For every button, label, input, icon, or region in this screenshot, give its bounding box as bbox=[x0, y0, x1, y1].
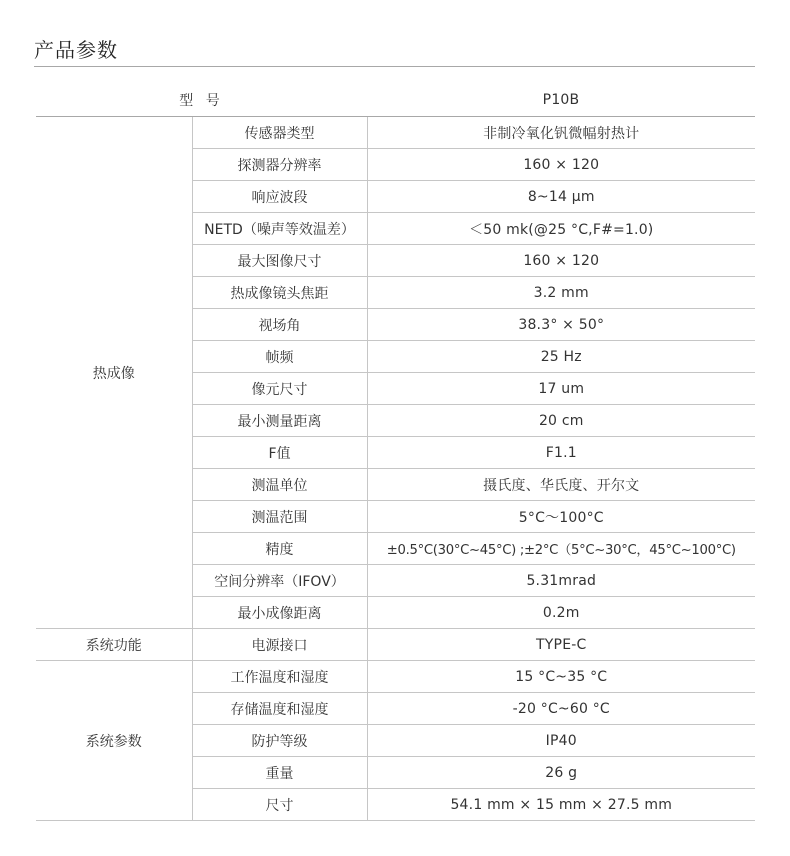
param-name: F值 bbox=[192, 437, 367, 469]
category-cell: 热成像 bbox=[36, 117, 192, 629]
param-value: 54.1 mm × 15 mm × 27.5 mm bbox=[367, 789, 755, 821]
param-value: 非制冷氧化钒微幅射热计 bbox=[367, 117, 755, 149]
param-value: 25 Hz bbox=[367, 341, 755, 373]
param-name: 重量 bbox=[192, 757, 367, 789]
table-row bbox=[36, 661, 755, 693]
param-value: 5°C～100°C bbox=[367, 501, 755, 533]
param-name: 最大图像尺寸 bbox=[192, 245, 367, 277]
param-value: IP40 bbox=[367, 725, 755, 757]
param-value: ±0.5°C(30°C~45°C) ;±2°C（5°C~30°C，45°C~100°C) bbox=[367, 533, 755, 565]
param-value: 摄氏度、华氏度、开尔文 bbox=[367, 469, 755, 501]
param-value: TYPE-C bbox=[367, 629, 755, 661]
param-value: 0.2m bbox=[367, 597, 755, 629]
param-value: 3.2 mm bbox=[367, 277, 755, 309]
param-name: 响应波段 bbox=[192, 181, 367, 213]
param-name: NETD（噪声等效温差） bbox=[192, 213, 367, 245]
param-name: 探测器分辨率 bbox=[192, 149, 367, 181]
param-value: 17 um bbox=[367, 373, 755, 405]
title-divider bbox=[34, 66, 755, 67]
spec-table bbox=[36, 84, 755, 821]
param-value: 5.31mrad bbox=[367, 565, 755, 597]
param-value: 8~14 μm bbox=[367, 181, 755, 213]
category-cell: 系统参数 bbox=[36, 661, 192, 821]
param-name: 精度 bbox=[192, 533, 367, 565]
param-name: 传感器类型 bbox=[192, 117, 367, 149]
model-value: P10B bbox=[367, 84, 755, 117]
param-value: 15 °C~35 °C bbox=[367, 661, 755, 693]
param-value: 160 × 120 bbox=[367, 245, 755, 277]
param-value: -20 °C~60 °C bbox=[367, 693, 755, 725]
param-name: 测温单位 bbox=[192, 469, 367, 501]
param-value: 26 g bbox=[367, 757, 755, 789]
param-name: 工作温度和湿度 bbox=[192, 661, 367, 693]
param-name: 测温范围 bbox=[192, 501, 367, 533]
table-row bbox=[36, 117, 755, 149]
page-title: 产品参数 bbox=[34, 38, 118, 62]
param-value: ＜50 mk(@25 °C,F#=1.0) bbox=[367, 213, 755, 245]
param-value: 20 cm bbox=[367, 405, 755, 437]
param-name: 防护等级 bbox=[192, 725, 367, 757]
header-row bbox=[36, 84, 755, 117]
param-name: 最小成像距离 bbox=[192, 597, 367, 629]
param-value: F1.1 bbox=[367, 437, 755, 469]
param-name: 电源接口 bbox=[192, 629, 367, 661]
param-name: 尺寸 bbox=[192, 789, 367, 821]
param-name: 像元尺寸 bbox=[192, 373, 367, 405]
category-cell: 系统功能 bbox=[36, 629, 192, 661]
param-name: 视场角 bbox=[192, 309, 367, 341]
table-row bbox=[36, 629, 755, 661]
model-label: 型 号 bbox=[36, 84, 367, 117]
param-name: 热成像镜头焦距 bbox=[192, 277, 367, 309]
param-name: 存储温度和湿度 bbox=[192, 693, 367, 725]
param-name: 帧频 bbox=[192, 341, 367, 373]
param-name: 最小测量距离 bbox=[192, 405, 367, 437]
param-value: 38.3° × 50° bbox=[367, 309, 755, 341]
param-value: 160 × 120 bbox=[367, 149, 755, 181]
param-name: 空间分辨率（IFOV） bbox=[192, 565, 367, 597]
